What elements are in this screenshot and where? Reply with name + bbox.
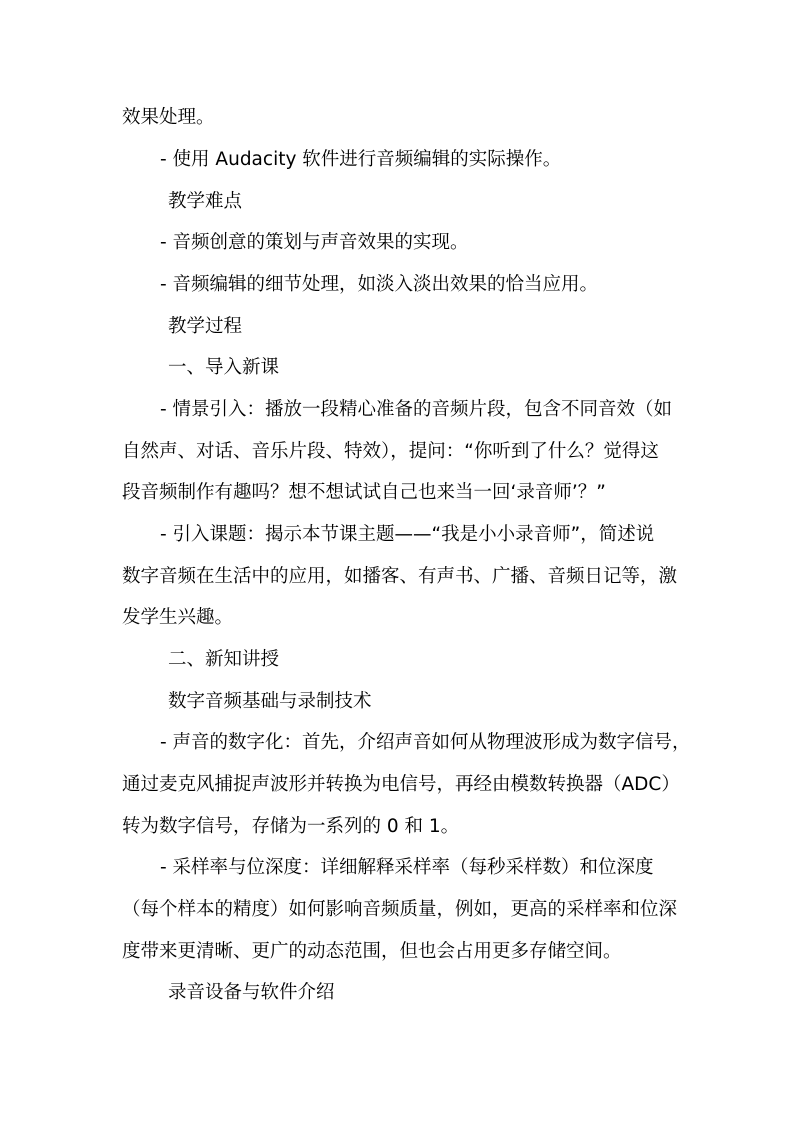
paragraph-line: 效果处理。 xyxy=(122,107,215,128)
section-heading: 教学难点 xyxy=(168,191,243,212)
paragraph-line: 数字音频在生活中的应用，如播客、有声书、广播、音频日记等，激 xyxy=(122,566,678,587)
paragraph-line: 通过麦克风捕捉声波形并转换为电信号，再经由模数转换器（ADC） xyxy=(122,774,680,795)
subsection-heading: 录音设备与软件介绍 xyxy=(168,982,335,1003)
bullet-line: - 音频创意的策划与声音效果的实现。 xyxy=(160,232,469,253)
paragraph-line: 段音频制作有趣吗？想不想试试自己也来当一回‘录音师’？” xyxy=(122,482,606,503)
bullet-line: - 引入课题：揭示本节课主题——“我是小小录音师”，简述说 xyxy=(160,524,655,545)
bullet-line: - 声音的数字化：首先，介绍声音如何从物理波形成为数字信号， xyxy=(160,732,691,753)
paragraph-line: （每个样本的精度）如何影响音频质量，例如，更高的采样率和位深 xyxy=(122,899,678,920)
bullet-line: - 使用 Audacity 软件进行音频编辑的实际操作。 xyxy=(160,149,562,170)
subsection-heading: 一、导入新课 xyxy=(168,357,280,378)
paragraph-line: 转为数字信号，存储为一系列的 0 和 1。 xyxy=(122,816,460,837)
section-heading: 教学过程 xyxy=(168,316,243,337)
paragraph-line: 度带来更清晰、更广的动态范围，但也会占用更多存储空间。 xyxy=(122,941,622,962)
bullet-line: - 情景引入：播放一段精心准备的音频片段，包含不同音效（如 xyxy=(160,399,673,420)
subsection-heading: 二、新知讲授 xyxy=(168,649,280,670)
subsection-heading: 数字音频基础与录制技术 xyxy=(168,691,372,712)
bullet-line: - 音频编辑的细节处理，如淡入淡出效果的恰当应用。 xyxy=(160,274,599,295)
bullet-line: - 采样率与位深度：详细解释采样率（每秒采样数）和位深度 xyxy=(160,857,654,878)
paragraph-line: 发学生兴趣。 xyxy=(122,607,234,628)
paragraph-line: 自然声、对话、音乐片段、特效），提问：“你听到了什么？觉得这 xyxy=(122,441,659,462)
